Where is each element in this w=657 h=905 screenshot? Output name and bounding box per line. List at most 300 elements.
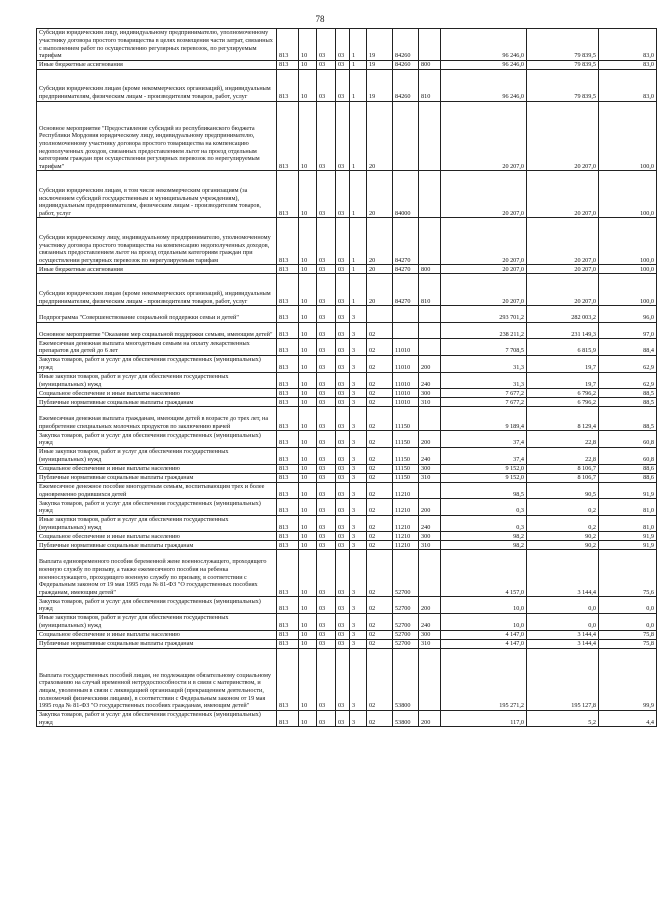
row-executed: 0,0 — [527, 613, 599, 630]
table-row — [37, 218, 657, 265]
row-executed: 231 149,3 — [527, 322, 599, 339]
row-executed: 19,7 — [527, 372, 599, 389]
page-number: 78 — [315, 14, 325, 24]
row-subprogram: 1 — [350, 265, 367, 274]
table-row — [37, 265, 657, 274]
row-direction: 11150 — [393, 464, 419, 473]
row-program: 03 — [336, 447, 350, 464]
row-program: 03 — [336, 515, 350, 532]
row-grbs: 813 — [277, 648, 299, 710]
row-program: 03 — [336, 532, 350, 541]
row-grbs: 813 — [277, 499, 299, 516]
row-subsection: 03 — [317, 499, 336, 516]
row-grbs: 813 — [277, 541, 299, 550]
row-section: 10 — [299, 541, 317, 550]
row-name: Иные закупки товаров, работ и услуг для обеспечения государственных (муниципальных) нужд — [37, 447, 277, 464]
row-name: Иные бюджетные ассигнования — [37, 265, 277, 274]
row-event: 19 — [367, 29, 393, 61]
row-expense-type: 200 — [419, 355, 441, 372]
row-percent: 91,9 — [599, 482, 657, 499]
row-name: Выплата единовременного пособия беременной жене военнослужащего, проходящего военную службу по призыву, а также ежемесячного пособия на ребенка военнослужащего, проходящего военную службу по призыву, в соответствии с Федеральным законом от 19 мая 1995 года № 81-ФЗ "О государственных пособиях гражданам, имеющим детей" — [37, 550, 277, 597]
row-subprogram: 3 — [350, 339, 367, 356]
row-direction: 11010 — [393, 389, 419, 398]
row-planned: 96 246,0 — [441, 69, 527, 101]
row-section: 10 — [299, 339, 317, 356]
row-direction: 11010 — [393, 372, 419, 389]
table-row — [37, 398, 657, 407]
row-executed: 79 839,5 — [527, 60, 599, 69]
row-subsection: 03 — [317, 407, 336, 431]
row-name: Подпрограмма "Совершенствование социальной поддержки семьи и детей" — [37, 306, 277, 323]
row-grbs: 813 — [277, 515, 299, 532]
row-direction: 52700 — [393, 613, 419, 630]
row-percent: 100,0 — [599, 265, 657, 274]
row-name: Ежемесячная денежная выплата гражданам, имеющим детей в возрасте до трех лет, на приобретение специальных молочных продуктов по заключению врачей — [37, 407, 277, 431]
row-grbs: 813 — [277, 29, 299, 61]
row-subprogram: 1 — [350, 101, 367, 171]
row-section: 10 — [299, 447, 317, 464]
row-planned: 0,3 — [441, 499, 527, 516]
row-program: 03 — [336, 639, 350, 648]
row-percent: 100,0 — [599, 274, 657, 306]
row-program: 03 — [336, 101, 350, 171]
table-row — [37, 101, 657, 171]
row-section: 10 — [299, 69, 317, 101]
table-row — [37, 597, 657, 614]
row-planned: 7 677,2 — [441, 389, 527, 398]
row-subsection: 03 — [317, 639, 336, 648]
row-expense-type: 310 — [419, 541, 441, 550]
row-grbs: 813 — [277, 355, 299, 372]
row-executed: 90,2 — [527, 541, 599, 550]
row-section: 10 — [299, 515, 317, 532]
row-executed: 0,2 — [527, 515, 599, 532]
row-subsection: 03 — [317, 265, 336, 274]
row-percent: 88,5 — [599, 407, 657, 431]
row-subprogram: 3 — [350, 710, 367, 727]
row-planned: 98,2 — [441, 541, 527, 550]
row-event: 02 — [367, 339, 393, 356]
row-grbs: 813 — [277, 306, 299, 323]
row-subsection: 03 — [317, 550, 336, 597]
row-executed: 282 003,2 — [527, 306, 599, 323]
row-section: 10 — [299, 482, 317, 499]
row-event: 02 — [367, 372, 393, 389]
row-percent: 81,0 — [599, 499, 657, 516]
row-subprogram: 1 — [350, 218, 367, 265]
row-percent: 75,8 — [599, 630, 657, 639]
row-section: 10 — [299, 532, 317, 541]
row-percent: 0,0 — [599, 613, 657, 630]
row-executed: 20 207,0 — [527, 101, 599, 171]
row-name: Выплата государственных пособий лицам, не подлежащим обязательному социальному страхованию на случай временной нетрудоспособности и в связи с материнством, и лицам, уволенным в связи с ликвидацией организаций (прекращением деятельности, полномочий физическими лицами), в соответствии с Федеральным законом от 19 мая 1995 года № 81-ФЗ "О государственных пособиях гражданам, имеющим детей" — [37, 648, 277, 710]
row-event: 20 — [367, 265, 393, 274]
row-name: Ежемесячная денежная выплата многодетным семьям на оплату лекарственных препаратов для детей до 6 лет — [37, 339, 277, 356]
table-row — [37, 630, 657, 639]
row-grbs: 813 — [277, 550, 299, 597]
row-name: Субсидии юридическим лицам (кроме некоммерческих организаций), индивидуальным предпринимателям, физическим лицам - производителям товаров, работ, услуг — [37, 274, 277, 306]
row-section: 10 — [299, 389, 317, 398]
row-grbs: 813 — [277, 532, 299, 541]
row-percent: 100,0 — [599, 171, 657, 218]
row-name: Субсидии юридическим лицу, индивидуальному предпринимателю, уполномоченному участнику договора простого товарищества в целях возмещения части затрат, связанных с выполнением работ по осуществлению регулярных перевозок, по регулируемым тарифам — [37, 29, 277, 61]
row-program: 03 — [336, 431, 350, 448]
row-program: 03 — [336, 482, 350, 499]
table-row — [37, 464, 657, 473]
row-subsection: 03 — [317, 473, 336, 482]
row-subprogram: 1 — [350, 60, 367, 69]
row-subsection: 03 — [317, 306, 336, 323]
row-subsection: 03 — [317, 710, 336, 727]
table-row — [37, 372, 657, 389]
row-percent: 75,8 — [599, 639, 657, 648]
row-direction: 11150 — [393, 447, 419, 464]
row-name: Основное мероприятие "Предоставление субсидий из республиканского бюджета Республики Мордовия юридическому лицу, индивидуальному предпринимателю, уполномоченному участнику договора простого товарищества на компенсацию недополученных доходов, связанных предоставлением льгот на проезд отдельным категориям граждан при осуществлении регулярных перевозок по нерегулируемым тарифам" — [37, 101, 277, 171]
row-percent: 62,9 — [599, 372, 657, 389]
row-percent: 81,0 — [599, 515, 657, 532]
row-event: 02 — [367, 597, 393, 614]
row-event: 02 — [367, 322, 393, 339]
row-planned: 37,4 — [441, 447, 527, 464]
row-subprogram: 3 — [350, 515, 367, 532]
row-executed: 195 127,8 — [527, 648, 599, 710]
row-name: Социальное обеспечение и иные выплаты населению — [37, 630, 277, 639]
row-event: 02 — [367, 389, 393, 398]
row-name: Социальное обеспечение и иные выплаты населению — [37, 464, 277, 473]
row-program: 03 — [336, 473, 350, 482]
row-planned: 7 708,5 — [441, 339, 527, 356]
row-program: 03 — [336, 541, 350, 550]
row-percent: 96,0 — [599, 306, 657, 323]
row-subprogram: 3 — [350, 322, 367, 339]
row-executed: 20 207,0 — [527, 218, 599, 265]
row-program: 03 — [336, 372, 350, 389]
row-subprogram: 1 — [350, 171, 367, 218]
row-name: Публичные нормативные социальные выплаты гражданам — [37, 541, 277, 550]
row-subsection: 03 — [317, 431, 336, 448]
row-planned: 31,3 — [441, 372, 527, 389]
table-row — [37, 339, 657, 356]
row-percent: 88,6 — [599, 464, 657, 473]
row-direction: 84000 — [393, 171, 419, 218]
row-expense-type: 310 — [419, 473, 441, 482]
row-planned: 293 701,2 — [441, 306, 527, 323]
row-direction: 52700 — [393, 597, 419, 614]
row-grbs: 813 — [277, 482, 299, 499]
row-direction: 11150 — [393, 431, 419, 448]
row-expense-type: 300 — [419, 464, 441, 473]
row-direction: 11010 — [393, 398, 419, 407]
row-section: 10 — [299, 639, 317, 648]
row-subprogram: 3 — [350, 597, 367, 614]
row-percent: 0,0 — [599, 597, 657, 614]
table-row — [37, 550, 657, 597]
row-section: 10 — [299, 29, 317, 61]
row-subprogram: 3 — [350, 398, 367, 407]
row-subprogram: 3 — [350, 648, 367, 710]
row-expense-type: 300 — [419, 630, 441, 639]
row-planned: 195 271,2 — [441, 648, 527, 710]
row-direction: 84260 — [393, 29, 419, 61]
row-subprogram: 3 — [350, 532, 367, 541]
row-grbs: 813 — [277, 447, 299, 464]
row-expense-type: 800 — [419, 60, 441, 69]
row-program: 03 — [336, 274, 350, 306]
row-expense-type: 240 — [419, 613, 441, 630]
row-subprogram: 3 — [350, 464, 367, 473]
table-row — [37, 473, 657, 482]
row-section: 10 — [299, 306, 317, 323]
row-expense-type: 300 — [419, 389, 441, 398]
row-executed: 90,5 — [527, 482, 599, 499]
row-direction: 84260 — [393, 60, 419, 69]
row-name: Закупка товаров, работ и услуг для обеспечения государственных (муниципальных) нужд — [37, 710, 277, 727]
row-program: 03 — [336, 550, 350, 597]
row-subprogram: 3 — [350, 389, 367, 398]
table-row — [37, 499, 657, 516]
row-expense-type — [419, 218, 441, 265]
row-event: 02 — [367, 431, 393, 448]
row-direction — [393, 306, 419, 323]
row-grbs: 813 — [277, 613, 299, 630]
row-grbs: 813 — [277, 473, 299, 482]
row-planned: 98,2 — [441, 532, 527, 541]
row-section: 10 — [299, 613, 317, 630]
row-expense-type: 300 — [419, 532, 441, 541]
row-grbs: 813 — [277, 398, 299, 407]
row-subsection: 03 — [317, 389, 336, 398]
row-event: 02 — [367, 407, 393, 431]
row-direction: 11010 — [393, 339, 419, 356]
row-direction: 11010 — [393, 355, 419, 372]
row-planned: 10,0 — [441, 597, 527, 614]
row-direction — [393, 322, 419, 339]
row-section: 10 — [299, 265, 317, 274]
row-subsection: 03 — [317, 60, 336, 69]
row-planned: 4 157,0 — [441, 550, 527, 597]
row-planned: 20 207,0 — [441, 101, 527, 171]
table-row — [37, 69, 657, 101]
row-expense-type: 200 — [419, 431, 441, 448]
row-subsection: 03 — [317, 69, 336, 101]
table-row — [37, 541, 657, 550]
row-grbs: 813 — [277, 171, 299, 218]
row-grbs: 813 — [277, 431, 299, 448]
row-event: 02 — [367, 499, 393, 516]
row-direction: 84270 — [393, 265, 419, 274]
row-section: 10 — [299, 218, 317, 265]
row-program: 03 — [336, 398, 350, 407]
row-event: 02 — [367, 639, 393, 648]
row-direction: 53800 — [393, 648, 419, 710]
row-planned: 98,5 — [441, 482, 527, 499]
row-subprogram: 1 — [350, 274, 367, 306]
row-executed: 20 207,0 — [527, 171, 599, 218]
row-subsection: 03 — [317, 597, 336, 614]
row-section: 10 — [299, 171, 317, 218]
row-subsection: 03 — [317, 464, 336, 473]
row-program: 03 — [336, 613, 350, 630]
row-subprogram: 3 — [350, 550, 367, 597]
row-executed: 6 796,2 — [527, 389, 599, 398]
row-subsection: 03 — [317, 398, 336, 407]
row-subprogram: 3 — [350, 431, 367, 448]
row-section: 10 — [299, 60, 317, 69]
row-direction: 52700 — [393, 550, 419, 597]
row-program: 03 — [336, 464, 350, 473]
row-section: 10 — [299, 597, 317, 614]
row-executed: 20 207,0 — [527, 265, 599, 274]
row-subprogram: 3 — [350, 482, 367, 499]
row-direction: 11210 — [393, 532, 419, 541]
row-executed: 79 839,5 — [527, 29, 599, 61]
row-executed: 6 796,2 — [527, 398, 599, 407]
row-planned: 96 246,0 — [441, 60, 527, 69]
row-percent: 4,4 — [599, 710, 657, 727]
row-subsection: 03 — [317, 630, 336, 639]
row-executed: 0,2 — [527, 499, 599, 516]
row-section: 10 — [299, 355, 317, 372]
row-event: 20 — [367, 101, 393, 171]
row-name: Социальное обеспечение и иные выплаты населению — [37, 532, 277, 541]
row-section: 10 — [299, 648, 317, 710]
row-event: 20 — [367, 218, 393, 265]
row-event: 02 — [367, 630, 393, 639]
row-expense-type: 310 — [419, 639, 441, 648]
row-expense-type — [419, 306, 441, 323]
row-program: 03 — [336, 710, 350, 727]
row-event: 02 — [367, 355, 393, 372]
row-name: Публичные нормативные социальные выплаты гражданам — [37, 473, 277, 482]
row-subsection: 03 — [317, 447, 336, 464]
row-subprogram: 3 — [350, 639, 367, 648]
row-program: 03 — [336, 171, 350, 218]
row-name: Публичные нормативные социальные выплаты гражданам — [37, 639, 277, 648]
row-planned: 31,3 — [441, 355, 527, 372]
row-expense-type: 200 — [419, 710, 441, 727]
row-program: 03 — [336, 389, 350, 398]
row-grbs: 813 — [277, 339, 299, 356]
row-grbs: 813 — [277, 597, 299, 614]
budget-table-body — [37, 29, 657, 727]
row-section: 10 — [299, 630, 317, 639]
row-event: 02 — [367, 398, 393, 407]
table-row — [37, 648, 657, 710]
row-percent: 62,9 — [599, 355, 657, 372]
row-planned: 9 189,4 — [441, 407, 527, 431]
row-grbs: 813 — [277, 322, 299, 339]
row-grbs: 813 — [277, 265, 299, 274]
row-executed: 22,8 — [527, 431, 599, 448]
table-row — [37, 639, 657, 648]
table-row — [37, 171, 657, 218]
row-executed: 8 129,4 — [527, 407, 599, 431]
row-expense-type — [419, 171, 441, 218]
row-percent: 99,9 — [599, 648, 657, 710]
row-grbs: 813 — [277, 69, 299, 101]
row-subsection: 03 — [317, 339, 336, 356]
row-percent: 83,0 — [599, 29, 657, 61]
row-event: 02 — [367, 710, 393, 727]
row-subsection: 03 — [317, 29, 336, 61]
row-expense-type: 800 — [419, 265, 441, 274]
row-percent: 88,5 — [599, 398, 657, 407]
table-row — [37, 447, 657, 464]
row-name: Основное мероприятие "Оказание мер социальной поддержки семьям, имеющим детей" — [37, 322, 277, 339]
row-grbs: 813 — [277, 407, 299, 431]
row-name: Закупка товаров, работ и услуг для обеспечения государственных (муниципальных) нужд — [37, 355, 277, 372]
row-direction: 84270 — [393, 218, 419, 265]
table-row — [37, 532, 657, 541]
row-direction: 52700 — [393, 639, 419, 648]
row-subprogram: 3 — [350, 306, 367, 323]
row-direction: 53800 — [393, 710, 419, 727]
table-row — [37, 431, 657, 448]
table-row — [37, 29, 657, 61]
row-event — [367, 306, 393, 323]
row-subsection: 03 — [317, 274, 336, 306]
row-event: 20 — [367, 274, 393, 306]
row-subprogram: 3 — [350, 372, 367, 389]
table-row — [37, 355, 657, 372]
row-executed: 19,7 — [527, 355, 599, 372]
row-planned: 37,4 — [441, 431, 527, 448]
row-event: 02 — [367, 464, 393, 473]
row-section: 10 — [299, 473, 317, 482]
row-event: 02 — [367, 648, 393, 710]
row-subprogram: 3 — [350, 630, 367, 639]
row-planned: 7 677,2 — [441, 398, 527, 407]
row-planned: 10,0 — [441, 613, 527, 630]
row-section: 10 — [299, 550, 317, 597]
row-event: 20 — [367, 171, 393, 218]
table-row — [37, 306, 657, 323]
row-planned: 96 246,0 — [441, 29, 527, 61]
row-percent: 91,9 — [599, 541, 657, 550]
row-subprogram: 3 — [350, 541, 367, 550]
table-row — [37, 274, 657, 306]
row-section: 10 — [299, 101, 317, 171]
row-section: 10 — [299, 431, 317, 448]
row-percent: 97,0 — [599, 322, 657, 339]
row-program: 03 — [336, 407, 350, 431]
row-expense-type — [419, 550, 441, 597]
row-planned: 117,0 — [441, 710, 527, 727]
row-expense-type: 200 — [419, 597, 441, 614]
row-executed: 3 144,4 — [527, 639, 599, 648]
row-expense-type — [419, 339, 441, 356]
row-percent: 75,6 — [599, 550, 657, 597]
row-event: 02 — [367, 613, 393, 630]
budget-table — [36, 28, 657, 727]
row-direction: 11150 — [393, 407, 419, 431]
row-grbs: 813 — [277, 630, 299, 639]
row-direction: 11210 — [393, 499, 419, 516]
row-percent: 91,9 — [599, 532, 657, 541]
row-subprogram: 3 — [350, 355, 367, 372]
row-planned: 4 147,0 — [441, 639, 527, 648]
row-event: 02 — [367, 541, 393, 550]
row-grbs: 813 — [277, 372, 299, 389]
row-executed: 22,8 — [527, 447, 599, 464]
row-subprogram: 3 — [350, 499, 367, 516]
row-subsection: 03 — [317, 171, 336, 218]
row-name: Иные закупки товаров, работ и услуг для обеспечения государственных (муниципальных) нужд — [37, 372, 277, 389]
row-section: 10 — [299, 499, 317, 516]
row-section: 10 — [299, 407, 317, 431]
row-subsection: 03 — [317, 372, 336, 389]
row-executed: 8 106,7 — [527, 464, 599, 473]
